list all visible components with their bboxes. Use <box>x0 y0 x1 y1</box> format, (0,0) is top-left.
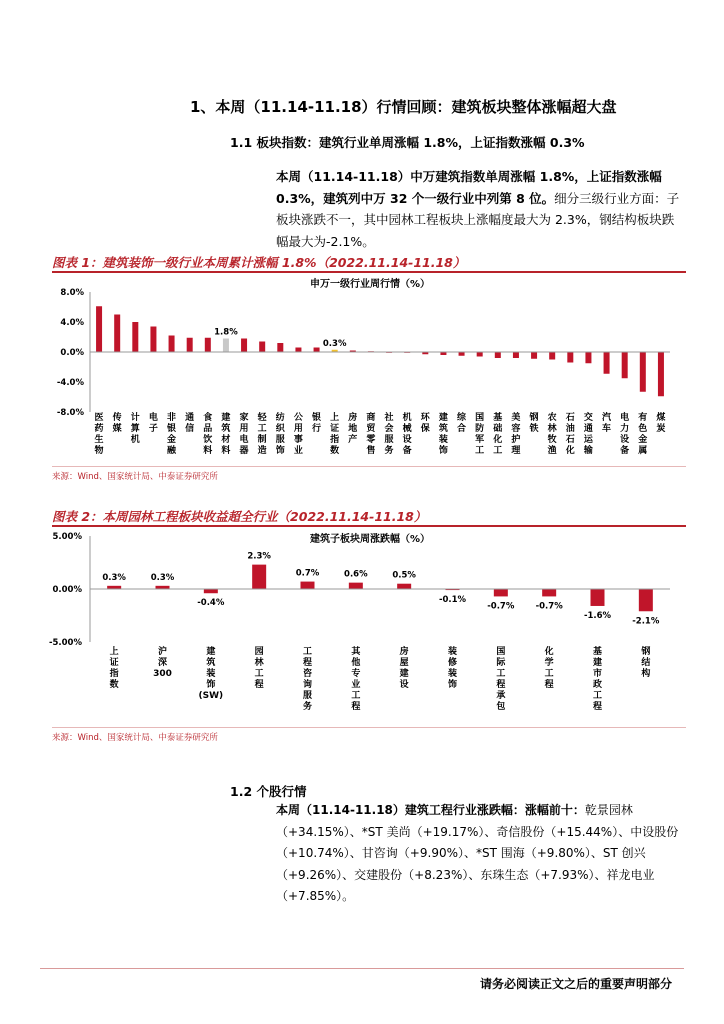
chart2-x-tick: 工程咨询服务 <box>302 647 313 712</box>
chart1-bar <box>585 352 591 363</box>
chart2-bar <box>204 589 218 593</box>
chart2-y-tick: -5.00% <box>48 638 82 648</box>
chart2-data-label: -0.1% <box>438 595 467 606</box>
chart2-x-tick: 其他专业工程 <box>351 647 361 712</box>
figure1-rule <box>52 271 686 273</box>
chart2-data-label: 2.3% <box>247 551 271 562</box>
chart1-y-tick: 4.0% <box>60 318 84 328</box>
chart2-bar <box>591 589 605 606</box>
figure1-source-rule <box>52 466 686 467</box>
chart1-bar <box>604 352 610 374</box>
chart1-x-tick: 房地产 <box>348 413 358 445</box>
chart1-bar <box>223 339 229 353</box>
chart1-x-tick: 电力设备 <box>620 413 630 456</box>
chart1-x-tick: 国防军工 <box>475 413 485 456</box>
chart2-bar <box>397 584 411 589</box>
chart1-bar <box>132 322 138 352</box>
chart1-data-label: 1.8% <box>214 327 238 338</box>
chart1-x-tick: 非银金融 <box>167 413 177 456</box>
chart2-bar <box>639 589 653 611</box>
stock-lead: 本周（11.14-11.18）建筑工程行业涨跌幅：涨幅前十： <box>276 803 585 817</box>
stock-paragraph <box>276 800 686 908</box>
chart2-data-label: 0.3% <box>102 572 126 583</box>
stock-list: 乾景园林（+34.15%）、*ST 美尚（+19.17%）、奇信股份（+15.44%）、中设股份（+10.74%）、甘咨询（+9.90%）、*ST 围海（+9.80%）、ST 创兴（+9.26%）、交建股份（+8.23%）、东珠生态（+7.93%）、祥龙电业（+7.85%）。 <box>276 803 679 903</box>
chart2-x-tick: 化学工程 <box>544 647 554 690</box>
chart1-x-tick: 纺织服饰 <box>275 413 285 456</box>
chart1-y-tick: 0.0% <box>60 348 84 358</box>
chart2-bar <box>542 589 556 596</box>
chart1-bar <box>259 342 265 353</box>
figure2-title: 图表 2：本周园林工程板块收益超全行业（2022.11.14-11.18） <box>52 509 427 524</box>
chart1-bar <box>477 352 483 357</box>
chart1-x-tick: 医药生物 <box>94 413 104 456</box>
chart1-x-tick: 通信 <box>185 413 195 434</box>
chart1-bar <box>531 352 537 359</box>
chart2-data-label: -1.6% <box>583 610 612 621</box>
chart2-data-label: -0.4% <box>197 598 225 609</box>
summary-paragraph <box>276 166 686 252</box>
chart2-x-tick: 园林工程 <box>254 647 264 690</box>
section-heading: 1、本周（11.14-11.18）行情回顾：建筑板块整体涨幅超大盘 <box>190 98 617 116</box>
chart1-x-tick: 环保 <box>420 413 430 434</box>
chart1-x-tick: 银行 <box>312 413 322 434</box>
chart1-x-tick: 机械设备 <box>402 413 412 456</box>
chart1-bar <box>658 352 664 396</box>
chart1-bar <box>513 352 519 358</box>
chart1-x-tick: 石油石化 <box>565 413 575 456</box>
chart2-data-label: -0.7% <box>487 601 515 612</box>
chart1-y-tick: -8.0% <box>56 408 84 418</box>
chart1-bar <box>241 339 247 353</box>
summary-bold: 本周（11.14-11.18）中万建筑指数单周涨幅 1.8%，上证指数涨幅 0.3%，建筑列中万 32 个一级行业中列第 8 位。 <box>276 169 662 206</box>
chart2-data-label: -0.7% <box>535 601 563 612</box>
subsection-title-1-1: 1.1 板块指数：建筑行业单周涨幅 1.8%，上证指数涨幅 0.3% <box>230 135 585 150</box>
chart1-bar <box>459 352 465 356</box>
chart2-x-tick: 建筑装饰(SW) <box>198 647 224 701</box>
chart1-x-tick: 有色金属 <box>638 413 648 456</box>
chart1-x-tick: 商贸零售 <box>366 413 376 456</box>
chart2-bar <box>494 589 508 596</box>
chart2-data-label: 0.5% <box>392 570 416 581</box>
footer-rule <box>40 968 684 969</box>
figure2-source: 来源：Wind、国家统计局、中泰证券研究所 <box>52 733 218 743</box>
figure2-source-rule <box>52 727 686 728</box>
chart1-x-tick: 建筑材料 <box>221 413 231 456</box>
chart1-title: 申万一级行业周行情（%） <box>309 279 431 290</box>
chart1-bar <box>150 327 156 353</box>
chart1-bar <box>495 352 501 358</box>
chart1-x-tick: 钢铁 <box>529 413 539 434</box>
chart1-x-tick: 轻工制造 <box>257 413 267 456</box>
chart1-x-tick: 社会服务 <box>384 413 394 456</box>
chart1-y-tick: 8.0% <box>60 288 84 298</box>
chart2-x-tick: 国际工程承包 <box>496 647 506 712</box>
chart2-x-tick: 房屋建设 <box>399 647 409 690</box>
chart1-x-tick: 综合 <box>457 413 467 434</box>
chart1-bar <box>567 352 573 363</box>
chart1-bar <box>622 352 628 378</box>
chart1-x-tick: 上证指数 <box>330 413 340 456</box>
chart2-data-label: 0.7% <box>295 568 320 579</box>
chart1-x-tick: 计算机 <box>130 413 140 445</box>
chart2-y-tick: 5.00% <box>52 532 82 542</box>
chart2-bar <box>252 565 266 589</box>
chart2-svg <box>40 528 690 728</box>
chart1-bar <box>277 343 283 352</box>
chart1-bar <box>314 348 320 353</box>
chart1-bar <box>295 348 301 353</box>
chart2-title: 建筑子板块周涨跌幅（%） <box>309 534 431 545</box>
summary-normal: 细分三级行业方面：子板块涨跌不一，其中园林工程板块上涨幅度最大为 2.3%，钢结构板块跌幅最大为-2.1%。 <box>276 190 680 249</box>
chart2-bar <box>301 582 315 589</box>
chart2-x-tick: 基建市政工程 <box>592 647 603 712</box>
chart1-x-tick: 汽车 <box>602 413 612 434</box>
figure1-title: 图表 1：建筑装饰一级行业本周累计涨幅 1.8%（2022.11.14-11.18） <box>52 255 466 270</box>
chart1-y-tick: -4.0% <box>56 378 84 388</box>
chart1-bar <box>549 352 555 360</box>
chart2-bar <box>349 583 363 589</box>
chart2-data-label: -2.1% <box>632 616 660 627</box>
figure2-rule <box>52 525 686 527</box>
chart2-data-label: 0.6% <box>344 569 368 580</box>
chart1-x-tick: 家用电器 <box>239 413 249 456</box>
chart2-y-tick: 0.00% <box>52 585 82 595</box>
chart1-bar <box>169 336 175 353</box>
chart1-x-tick: 农林牧渔 <box>547 413 557 456</box>
chart1-x-tick: 交通运输 <box>583 413 593 456</box>
chart1-x-tick: 食品饮料 <box>203 413 213 456</box>
subsection-title-1-2: 1.2 个股行情 <box>230 784 307 799</box>
chart1-x-tick: 基础化工 <box>493 413 503 456</box>
chart1-x-tick: 美容护理 <box>511 413 521 456</box>
chart2-data-label: 0.3% <box>150 572 175 583</box>
chart1-x-tick: 煤炭 <box>656 413 666 434</box>
chart1-bar <box>96 306 102 352</box>
chart1-x-tick: 建筑装饰 <box>438 413 448 456</box>
chart1-x-tick: 公用事业 <box>293 413 303 456</box>
chart1-bar <box>640 352 646 392</box>
chart1-data-label: 0.3% <box>322 338 347 349</box>
chart1-x-tick: 传媒 <box>112 413 122 434</box>
chart1-bar <box>205 338 211 352</box>
chart1-bar <box>114 315 120 353</box>
footer-disclaimer: 请务必阅读正文之后的重要声明部分 <box>479 977 672 991</box>
figure1-source: 来源：Wind、国家统计局、中泰证券研究所 <box>52 472 218 482</box>
chart2-x-tick: 装修装饰 <box>447 647 458 690</box>
chart2-x-tick: 钢结构 <box>641 647 651 679</box>
chart1-bar <box>187 338 193 352</box>
chart2-x-tick: 沪深 300 <box>153 647 172 679</box>
chart1-x-tick: 电子 <box>148 413 158 434</box>
chart1-svg <box>40 286 690 466</box>
chart2-x-tick: 上证指数 <box>109 647 119 690</box>
